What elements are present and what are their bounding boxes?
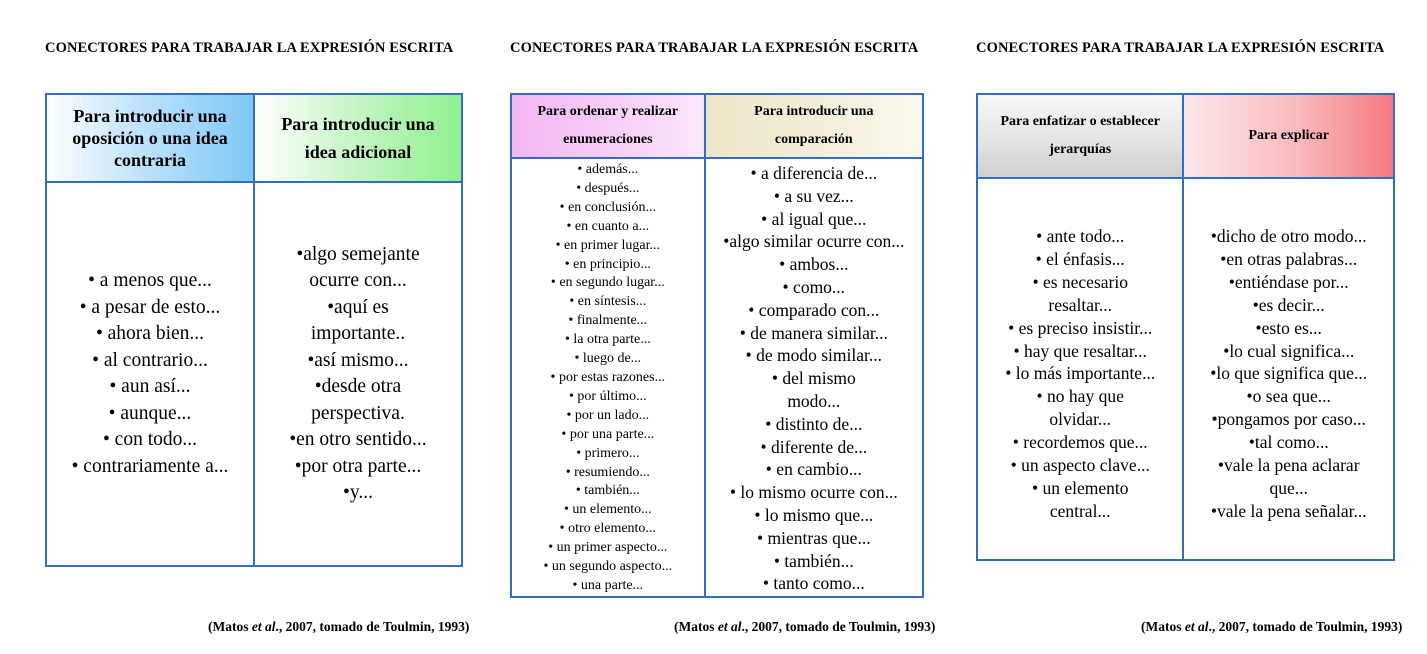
list-item: • es necesario — [1032, 271, 1128, 292]
list-item: importante.. — [310, 323, 406, 344]
citation — [208, 619, 469, 635]
list-item: •y... — [343, 482, 373, 503]
list-item: • distinto de... — [765, 413, 863, 434]
list-item: • del mismo — [771, 368, 856, 389]
connectors-table — [510, 93, 924, 598]
list-item: • comparado con... — [748, 299, 880, 320]
citation-text: ., 2007, tomado de Toulmin, 1993) — [1208, 619, 1403, 634]
list-item: • finalmente... — [568, 313, 648, 329]
list-item: • a su vez... — [773, 185, 854, 206]
column-opposition-items — [46, 182, 254, 566]
list-item: • de manera similar... — [739, 322, 888, 343]
list-item: • en segundo lugar... — [550, 275, 665, 291]
list-item: • la otra parte... — [564, 332, 651, 348]
connectors-panel-2 — [510, 0, 970, 654]
list-item: •algo similar ocurre con... — [723, 231, 905, 252]
list-item: •aquí es — [327, 296, 389, 318]
list-item: • en cuanto a... — [566, 218, 650, 234]
connectors-table — [45, 93, 463, 567]
list-item: • por una parte... — [561, 426, 655, 442]
header-line: Para ordenar y realizar — [537, 104, 679, 119]
list-item: •es decir... — [1252, 294, 1325, 315]
list-item: •en otro sentido... — [289, 429, 427, 450]
header-line: oposición o una idea — [72, 128, 228, 148]
list-item: • en conclusión... — [559, 199, 656, 215]
citation-text: (Matos — [208, 619, 252, 634]
list-item: resaltar... — [1048, 294, 1113, 315]
panel-title: CONECTORES PARA TRABAJAR LA EXPRESIÓN ESCRITA — [510, 40, 919, 56]
panel-title: CONECTORES PARA TRABAJAR LA EXPRESIÓN ESCRITA — [45, 40, 454, 56]
list-item: que... — [1269, 477, 1308, 498]
list-item: • a menos que... — [88, 270, 212, 291]
list-item: • otro elemento... — [559, 521, 656, 537]
column-enumerations-items — [511, 158, 705, 597]
citation-text: (Matos — [1141, 619, 1185, 634]
column-explain-items — [1183, 178, 1394, 560]
list-item: • a pesar de esto... — [79, 296, 221, 318]
list-item: • hay que resaltar... — [1013, 340, 1147, 361]
list-item: • no hay que — [1036, 386, 1124, 407]
citation-text: ., 2007, tomado de Toulmin, 1993) — [275, 619, 470, 634]
list-item: central... — [1049, 500, 1111, 521]
header-line: jerarquías — [1049, 142, 1112, 157]
header-line: enumeraciones — [563, 132, 653, 147]
list-item: •esto es... — [1255, 317, 1322, 338]
list-item: • como... — [782, 276, 846, 297]
citation-italic: et al — [251, 619, 276, 634]
column-additional-idea-items — [254, 182, 462, 566]
list-item: • un aspecto clave... — [1010, 455, 1150, 476]
list-item: • es preciso insistir... — [1008, 317, 1153, 338]
column-comparison-items — [705, 158, 923, 597]
header-line: Para introducir una — [754, 104, 874, 119]
list-item: • ante todo... — [1036, 226, 1125, 246]
list-item: •vale la pena señalar... — [1210, 500, 1367, 521]
list-item: • después... — [576, 180, 640, 196]
list-item: • también... — [773, 550, 854, 571]
list-item: • diferente de... — [760, 436, 868, 457]
list-item: • también... — [575, 483, 640, 499]
list-item: • además... — [577, 162, 639, 177]
list-item: • un elemento — [1031, 477, 1129, 498]
connectors-table — [976, 93, 1395, 561]
list-item: •lo que significa que... — [1210, 363, 1368, 384]
header-line: Para introducir una — [73, 106, 227, 126]
list-item: • tanto como... — [762, 573, 865, 594]
list-item: • en principio... — [564, 256, 651, 272]
list-item: •lo cual significa... — [1223, 340, 1355, 361]
citation-italic: et al — [1184, 619, 1209, 634]
list-item: •tal como... — [1248, 432, 1329, 453]
list-item: • una parte... — [572, 577, 644, 593]
list-item: • por estas razones... — [550, 369, 666, 385]
list-item: • un elemento... — [563, 502, 652, 518]
header-line: contraria — [114, 150, 186, 170]
list-item: • en cambio... — [765, 459, 862, 480]
list-item: •desde otra — [314, 376, 402, 397]
column-header-additional-idea — [254, 94, 462, 182]
list-item: •entiéndase por... — [1228, 271, 1349, 292]
list-item: • lo más importante... — [1005, 363, 1156, 384]
list-item: olvidar... — [1049, 409, 1112, 430]
header-line: Para explicar — [1248, 128, 1329, 143]
list-item: • en primer lugar... — [555, 237, 661, 253]
header-line: Para introducir una — [281, 114, 435, 134]
connectors-panel-3 — [976, 0, 1427, 654]
list-item: •algo semejante — [296, 243, 420, 265]
citation-italic: et al — [717, 619, 742, 634]
list-item: • el énfasis... — [1035, 248, 1125, 269]
list-item: • ambos... — [779, 254, 849, 275]
list-item: • recordemos que... — [1012, 432, 1148, 453]
citation-text: (Matos — [674, 619, 718, 634]
list-item: • lo mismo que... — [754, 504, 874, 525]
citation-text: ., 2007, tomado de Toulmin, 1993) — [741, 619, 936, 634]
list-item: • mientras que... — [757, 527, 871, 548]
list-item: • un segundo aspecto... — [543, 559, 673, 575]
column-emphasis-items — [977, 178, 1183, 560]
list-item: ocurre con... — [309, 270, 407, 291]
list-item: • a diferencia de... — [750, 163, 878, 183]
list-item: •en otras palabras... — [1220, 248, 1358, 269]
list-item: • aun así... — [109, 376, 191, 397]
column-header-enumerations — [511, 94, 705, 158]
list-item: • con todo... — [102, 429, 198, 450]
citation — [1141, 619, 1402, 635]
citation — [674, 619, 935, 635]
column-header-comparison — [705, 94, 923, 158]
column-header-explain — [1183, 94, 1394, 178]
list-item: •o sea que... — [1246, 386, 1331, 407]
list-item: • en síntesis... — [569, 294, 647, 310]
list-item: • resumiendo... — [565, 464, 650, 480]
list-item: • contrariamente a... — [71, 455, 229, 477]
column-header-emphasis — [977, 94, 1183, 178]
header-line: comparación — [774, 132, 853, 147]
list-item: • al igual que... — [761, 208, 867, 229]
list-item: modo... — [787, 390, 841, 411]
header-line: Para enfatizar o establecer — [1000, 114, 1160, 129]
list-item: •pongamos por caso... — [1211, 409, 1366, 430]
list-item: • primero... — [576, 445, 640, 461]
connectors-panel-1 — [45, 0, 505, 654]
list-item: •así mismo... — [307, 349, 409, 371]
panel-title: CONECTORES PARA TRABAJAR LA EXPRESIÓN ESCRITA — [976, 40, 1385, 56]
header-line: idea adicional — [304, 142, 412, 162]
list-item: • ahora bien... — [95, 323, 205, 344]
list-item: • por un lado... — [566, 407, 650, 423]
list-item: • lo mismo ocurre con... — [729, 482, 898, 503]
list-item: •por otra parte... — [294, 455, 422, 477]
list-item: • de modo similar... — [745, 345, 883, 366]
list-item: perspectiva. — [311, 402, 405, 424]
list-item: • aunque... — [108, 402, 192, 424]
column-header-opposition — [46, 94, 254, 182]
list-item: • al contrario... — [92, 349, 208, 371]
list-item: •vale la pena aclarar — [1217, 455, 1360, 476]
list-item: • luego de... — [574, 351, 642, 367]
list-item: • un primer aspecto... — [548, 540, 668, 556]
list-item: •dicho de otro modo... — [1210, 226, 1367, 246]
list-item: • por último... — [569, 388, 647, 404]
